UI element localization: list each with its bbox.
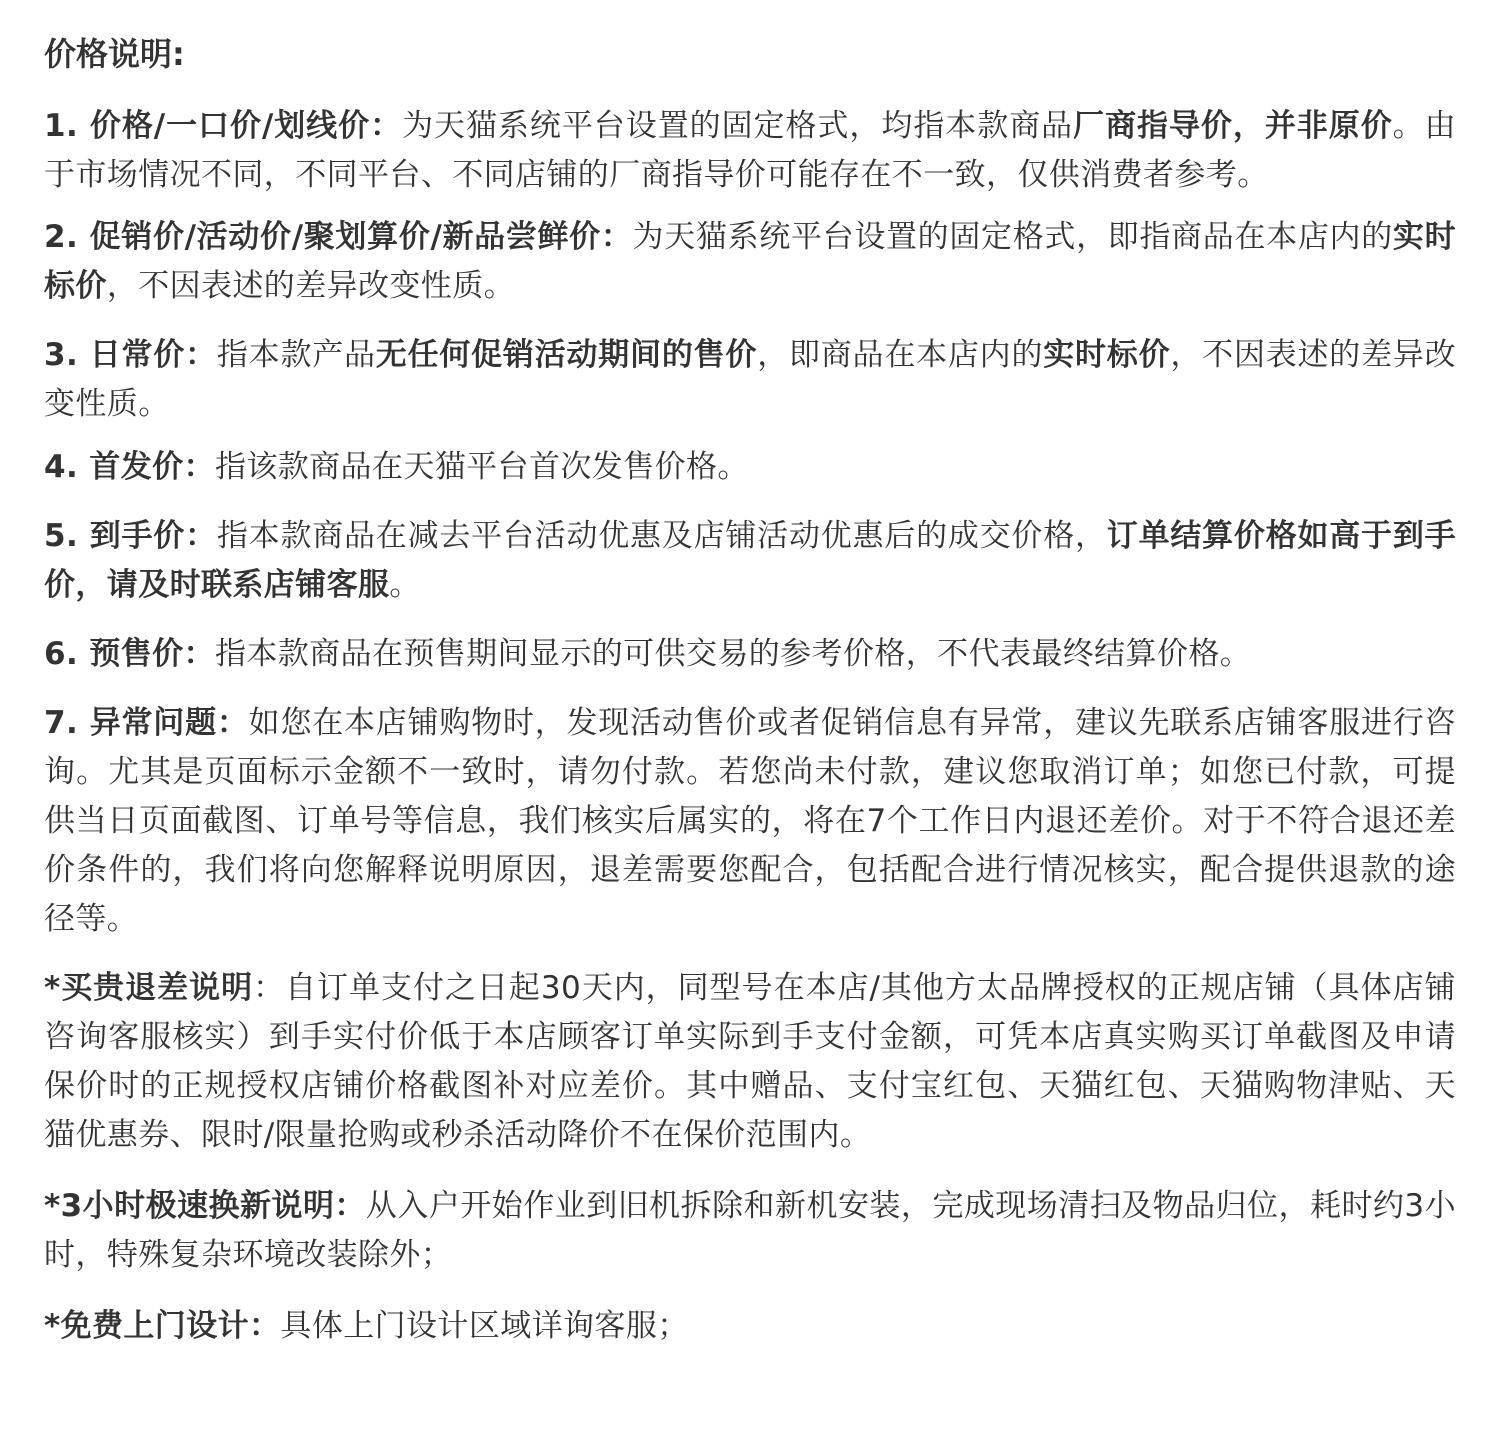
item-label: 7. 异常问题 xyxy=(44,705,217,741)
note-fast-replacement xyxy=(44,1182,1456,1280)
item-text: 为天猫系统平台设置的固定格式，即指商品在本店内的 xyxy=(632,219,1393,255)
item-label: *免费上门设计 xyxy=(44,1308,250,1344)
item-colon: ： xyxy=(216,705,249,741)
item-colon: ： xyxy=(600,219,633,255)
price-item-daily-price xyxy=(44,331,1456,429)
item-label: 4. 首发价 xyxy=(44,449,184,485)
item-text: ，即商品在本店内的 xyxy=(757,337,1044,373)
item-text: 具体上门设计区域详询客服； xyxy=(280,1308,689,1344)
item-label: 6. 预售价 xyxy=(44,636,184,672)
item-text: 。由于市场情况不同，不同平台、不同店铺的厂商指导价可能存在不一致，仅供消费者参考。 xyxy=(44,108,1457,193)
item-text: 指本款商品在预售期间显示的可供交易的参考价格，不代表最终结算价格。 xyxy=(214,636,1252,672)
price-item-final-price xyxy=(44,512,1456,610)
item-label: 2. 促销价/活动价/聚划算价/新品尝鲜价 xyxy=(44,219,601,255)
item-text: 。 xyxy=(389,567,421,603)
page-title: 价格说明: xyxy=(44,35,185,73)
item-text: 从入户开始作业到旧机拆除和新机安装，完成现场清扫及物品归位，耗时约3小时，特殊复杂环境改装除外； xyxy=(44,1188,1457,1273)
price-item-promo-price xyxy=(44,213,1456,311)
item-text: ，不因表述的差异改变性质。 xyxy=(44,337,1457,422)
item-text: 为天猫系统平台设置的固定格式，均指本款商品 xyxy=(402,108,1074,144)
price-item-launch-price xyxy=(44,443,1456,492)
item-colon: ： xyxy=(185,337,217,373)
item-text: ，不因表述的差异改变性质。 xyxy=(106,268,516,304)
note-price-protection xyxy=(44,964,1456,1160)
price-item-presale-price xyxy=(44,630,1456,679)
item-bold-text: 实时标价 xyxy=(44,219,1456,304)
item-text: 指本款商品在减去平台活动优惠及店铺活动优惠后的成交价格， xyxy=(216,518,1107,554)
item-bold-text: 实时标价 xyxy=(1043,337,1171,373)
item-colon: ： xyxy=(334,1188,366,1224)
item-bold-text: 订单结算价格如高于到手价，请及时联系店铺客服 xyxy=(44,518,1457,603)
item-text: 如您在本店铺购物时，发现活动售价或者促销信息有异常，建议先联系店铺客服进行咨询。尤其是页面标示金额不一致时，请勿付款。若您尚未付款，建议您取消订单；如您已付款，可提供当日页面截图、订单号等信息，我们核实后属实的，将在7个工作日内退还差价。对于不符合退还差价条件的，我们将向您解释说明原因，退差需要您配合，包括配合进行情况核实，配合提供退款的途径等。 xyxy=(44,705,1456,937)
item-bold-text: 无任何促销活动期间的售价 xyxy=(375,337,758,373)
item-colon: ： xyxy=(183,449,215,485)
item-colon: ： xyxy=(253,970,286,1006)
item-colon: ： xyxy=(370,108,403,144)
item-label: 3. 日常价 xyxy=(44,337,186,373)
item-text: 自订单支付之日起30天内，同型号在本店/其他方太品牌授权的正规店铺（具体店铺咨询客服核实）到手实付价低于本店顾客订单实际到手支付金额，可凭本店真实购买订单截图及申请保价时的正规授权店铺价格截图补对应差价。其中赠品、支付宝红包、天猫红包、天猫购物津贴、天猫优惠券、限时/限量抢购或秒杀活动降价不在保价范围内。 xyxy=(44,970,1456,1153)
item-label: *买贵退差说明 xyxy=(44,970,254,1006)
item-text: 指本款产品 xyxy=(216,337,376,373)
item-text: 指该款商品在天猫平台首次发售价格。 xyxy=(214,449,749,485)
item-bold-text: 厂商指导价，并非原价 xyxy=(1073,108,1393,144)
item-colon: ： xyxy=(185,518,217,554)
note-free-design xyxy=(44,1302,1456,1351)
item-label: 1. 价格/一口价/划线价 xyxy=(44,108,371,144)
item-label: *3小时极速换新说明 xyxy=(44,1188,335,1224)
item-colon: ： xyxy=(249,1308,281,1344)
price-item-abnormal-issues xyxy=(44,699,1456,944)
item-label: 5. 到手价 xyxy=(44,518,186,554)
price-item-list-price xyxy=(44,102,1456,200)
item-colon: ： xyxy=(183,636,215,672)
